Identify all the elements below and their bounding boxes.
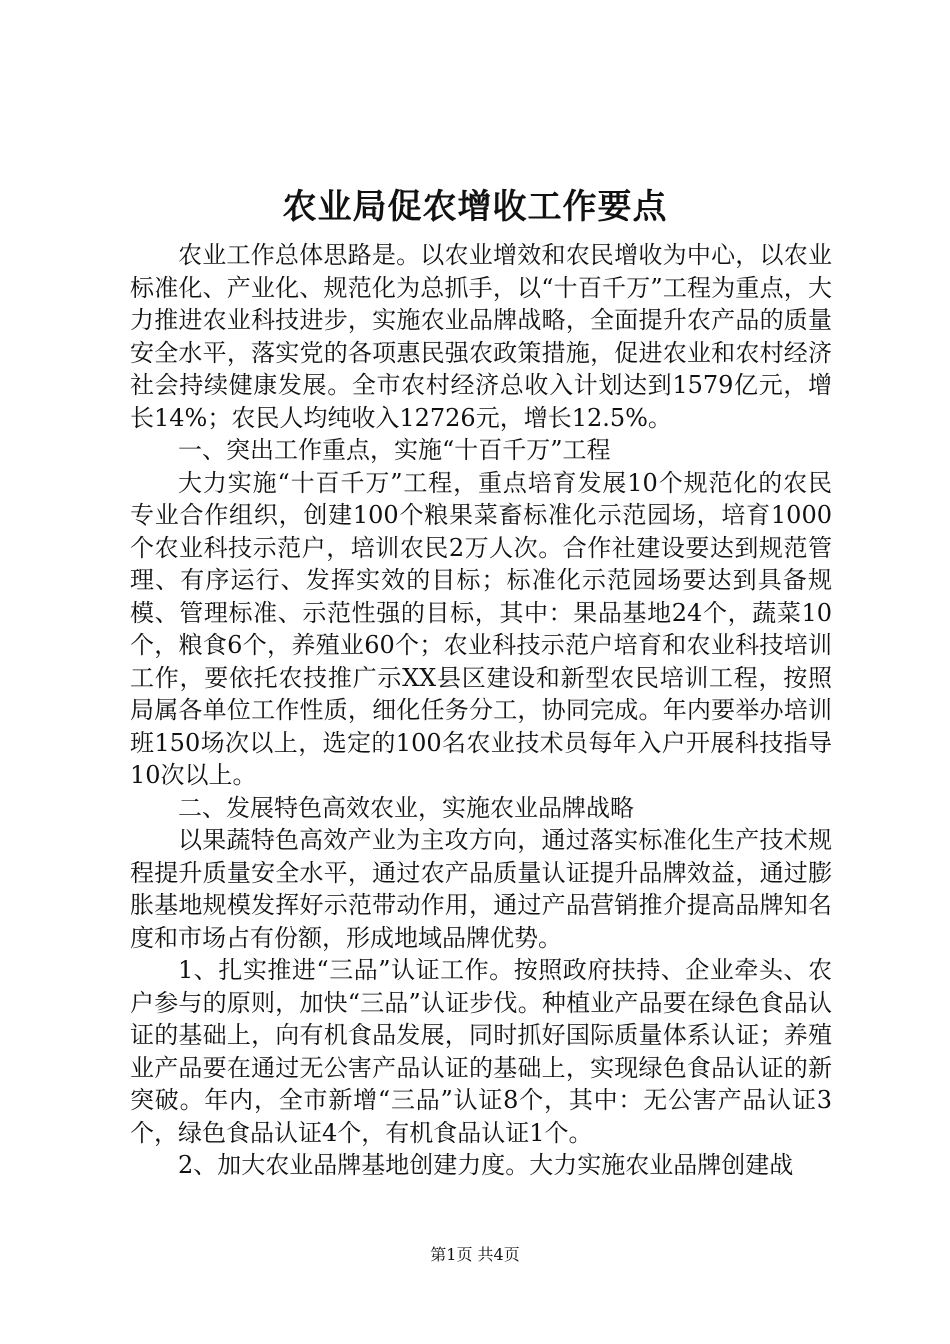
heading-section-2: 二、发展特色高效农业，实施农业品牌战略 (178, 793, 634, 822)
paragraph-item-2: 2、加大农业品牌基地创建力度。大力实施农业品牌创建战 (178, 1151, 794, 1179)
page-number-footer: 第1页 共4页 (430, 1245, 520, 1264)
paragraph-section-2: 以果蔬特色高效产业为主攻方向，通过落实标准化生产技术规程提升质量安全水平，通过农产品质量认证提升品牌效益，通过膨胀基地规模发挥好示范带动作用，通过产品营销推介提高品牌知名度和市场占有份额，形成地域品牌优势。 (130, 826, 832, 952)
heading-section-1: 一、突出工作重点，实施“十百千万”工程 (178, 436, 611, 464)
paragraph-item-1: 1、扎实推进“三品”认证工作。按照政府扶持、企业牵头、农户参与的原则，加快“三品”认证步伐。种植业产品要在绿色食品认证的基础上，向有机食品发展，同时抓好国际质量体系认证；养殖业产品要在通过无公害产品认证的基础上，实现绿色食品认证的新突破。年内，全市新增“三品”认证8个，其中：无公害产品认证3个，绿色食品认证4个，有机食品认证1个。 (130, 956, 832, 1147)
document-body (130, 239, 832, 1182)
document-title: 农业局促农增收工作要点 (282, 187, 668, 227)
paragraph-overview: 农业工作总体思路是。以农业增效和农民增收为中心，以农业标准化、产业化、规范化为总抓手，以“十百千万”工程为重点，大力推进农业科技进步，实施农业品牌战略，全面提升农产品的质量安全水平，落实党的各项惠民强农政策措施，促进农业和农村经济社会持续健康发展。全市农村经济总收入计划达到1579亿元，增长14%；农民人均纯收入12726元，增长12.5%。 (130, 241, 832, 432)
paragraph-section-1: 大力实施“十百千万”工程，重点培育发展10个规范化的农民专业合作组织，创建100个粮果菜畜标准化示范园场，培育1000个农业科技示范户，培训农民2万人次。合作社建设要达到规范管理、有序运行、发挥实效的目标；标准化示范园场要达到具备规模、管理标准、示范性强的目标，其中：果品基地24个，蔬菜10个，粮食6个，养殖业60个；农业科技示范户培育和农业科技培训工作，要依托农技推广示XX县区建设和新型农民培训工程，按照局属各单位工作性质，细化任务分工，协同完成。年内要举办培训班150场次以上，选定的100名农业技术员每年入户开展科技指导10次以上。 (130, 468, 832, 789)
